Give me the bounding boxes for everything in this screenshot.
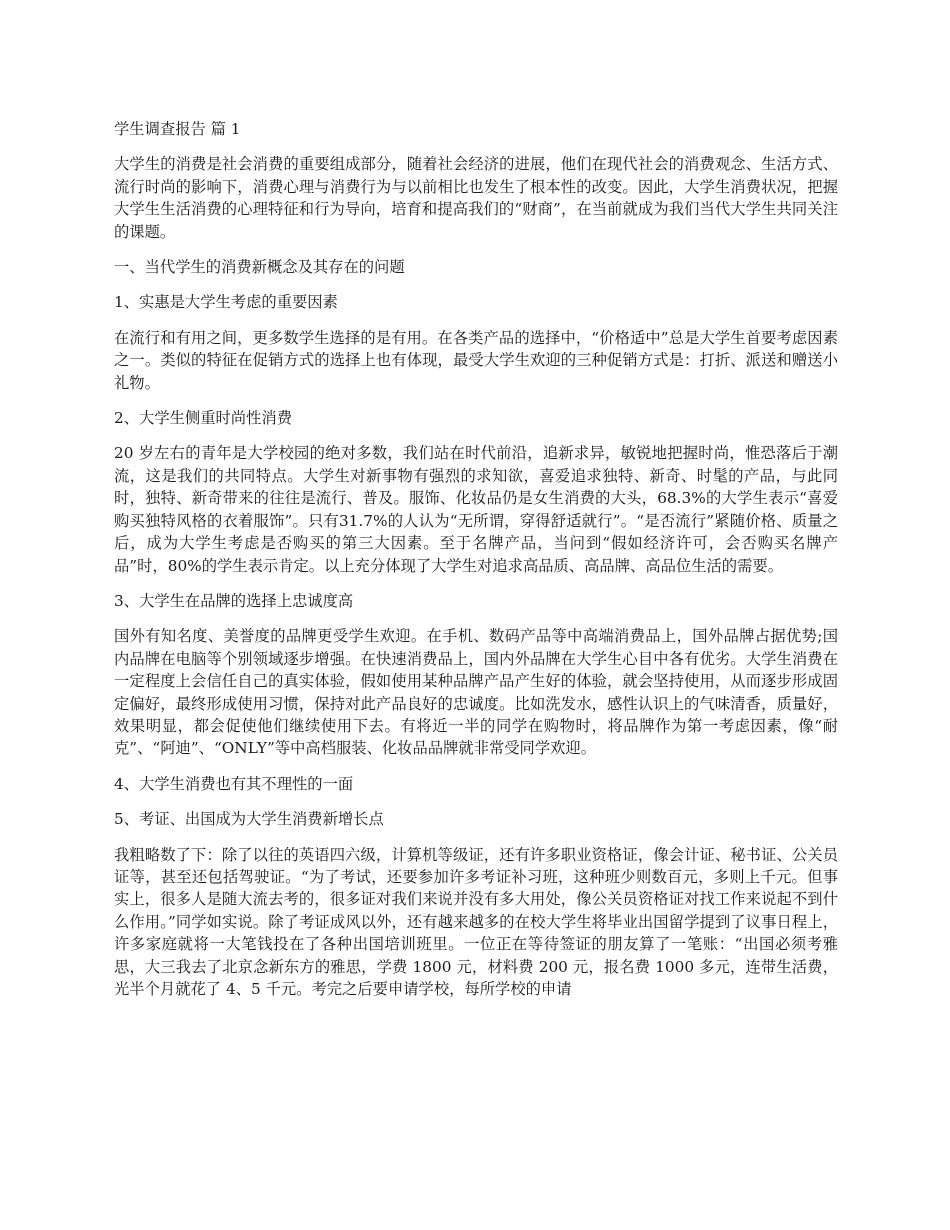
subheading-4: 4、大学生消费也有其不理性的一面 [114, 774, 354, 793]
intro-paragraph: 大学生的消费是社会消费的重要组成部分，随着社会经济的进展，他们在现代社会的消费观念、生活方式、流行时尚的影响下，消费心理与消费行为与以前相比也发生了根本性的改变。因此，大学生消费状况，把握大学生生活消费的心理特征和行为导向，培育和提高我们的“财商”，在当前就成为我们当代大学生共同关注的课题。 [114, 155, 838, 241]
subheading-1: 1、实惠是大学生考虑的重要因素 [114, 293, 338, 312]
subheading-2: 2、大学生侧重时尚性消费 [114, 409, 292, 428]
section-heading-1: 一、当代学生的消费新概念及其存在的问题 [114, 258, 405, 277]
paragraph-2: 20 岁左右的青年是大学校园的绝对多数，我们站在时代前沿，追新求异，敏锐地把握时尚，惟恐落后于潮流，这是我们的共同特点。大学生对新事物有强烈的求知欲，喜爱追求独特、新奇、时髦的产品，与此同时，独特、新奇带来的往往是流行、普及。服饰、化妆品仍是女生消费的大头，68.3%的大学生表示“喜爱购买独特风格的衣着服饰”。只有31.7%的人认为“无所谓，穿得舒适就行”。“是否流行”紧随价格、质量之后，成为大学生考虑是否购买的第三大因素。至于名牌产品，当问到“假如经济许可，会否购买名牌产品”时，80%的学生表示肯定。以上充分体现了大学生对追求高品质、高品牌、高品位生活的需要。 [114, 444, 838, 575]
subheading-5: 5、考证、出国成为大学生消费新增长点 [114, 810, 384, 829]
paragraph-1: 在流行和有用之间，更多数学生选择的是有用。在各类产品的选择中，“价格适中”总是大学生首要考虑因素之一。类似的特征在促销方式的选择上也有体现，最受大学生欢迎的三种促销方式是：打折、派送和赠送小礼物。 [114, 328, 838, 392]
paragraph-5: 我粗略数了下：除了以往的英语四六级，计算机等级证，还有许多职业资格证，像会计证、秘书证、公关员证等，甚至还包括驾驶证。“为了考试，还要参加许多考证补习班，这种班少则数百元，多则上千元。但事实上，很多人是随大流去考的，很多证对我们来说并没有多大用处，像公关员资格证对找工作来说起不到什么作用。”同学如实说。除了考证成风以外，还有越来越多的在校大学生将毕业出国留学提到了议事日程上，许多家庭就将一大笔钱投在了各种出国培训班里。一位正在等待签证的朋友算了一笔账：“出国必须考雅思，大三我去了北京念新东方的雅思，学费 1800 元，材料费 200 元，报名费 1000 多元，连带生活费，光半个月就花了 4、5 千元。考完之后要申请学校，每所学校的申请 [114, 845, 838, 998]
document-page [114, 118, 838, 1013]
paragraph-3: 国外有知名度、美誉度的品牌更受学生欢迎。在手机、数码产品等中高端消费品上，国外品牌占据优势;国内品牌在电脑等个别领域逐步增强。在快速消费品上，国内外品牌在大学生心目中各有优劣。大学生消费在一定程度上会信任自己的真实体验，假如使用某种品牌产品产生好的体验，就会坚持使用，从而逐步形成固定偏好，最终形成使用习惯，保持对此产品良好的忠诚度。比如洗发水，感性认识上的气味清香，质量好，效果明显，都会促使他们继续使用下去。有将近一半的同学在购物时，将品牌作为第一考虑因素，像“耐克”、“阿迪”、“ONLY”等中高档服装、化妆品品牌就非常受同学欢迎。 [114, 627, 838, 758]
report-title: 学生调查报告 篇 1 [114, 120, 241, 138]
subheading-3: 3、大学生在品牌的选择上忠诚度高 [114, 591, 354, 610]
